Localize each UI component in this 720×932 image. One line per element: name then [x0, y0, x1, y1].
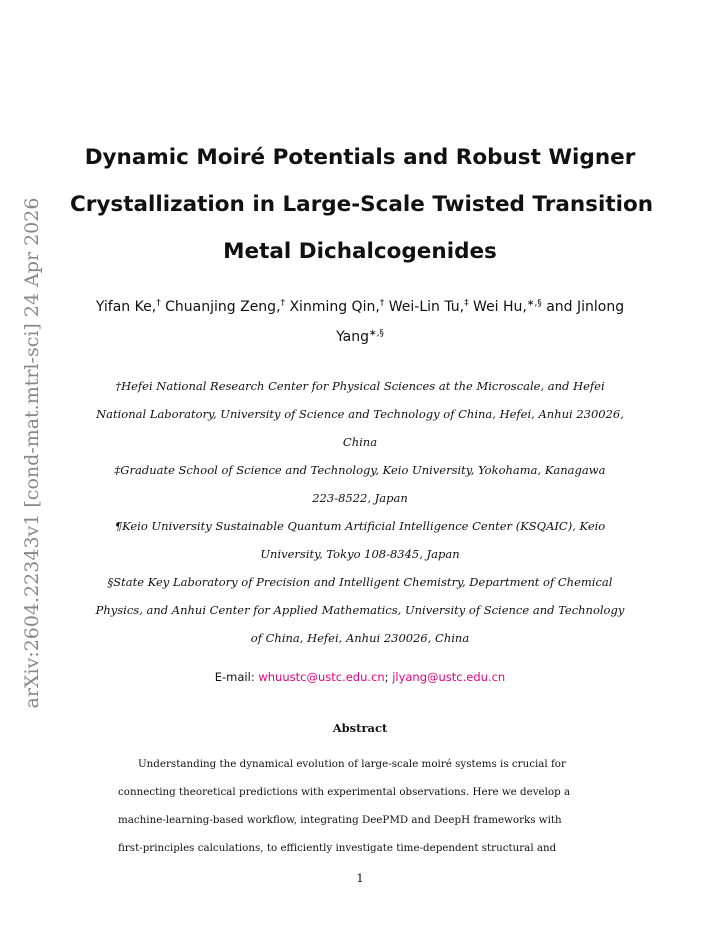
abstract-heading: Abstract [332, 721, 388, 735]
affiliation-line: Physics, and Anhui Center for Applied Mathematics, University of Science and Technology [95, 603, 625, 617]
author-name: Yang [336, 329, 370, 345]
title-line: Dynamic Moiré Potentials and Robust Wigner [84, 145, 636, 170]
affiliation-line: China [342, 435, 378, 449]
abstract-line: connecting theoretical predictions with experimental observations. Here we develop a [118, 786, 571, 798]
affiliation-line: ¶Keio University Sustainable Quantum Artificial Intelligence Center (KSQAIC), Keio [114, 519, 606, 533]
affiliation-line: †Hefei National Research Center for Physical Sciences at the Microscale, and Hefei [115, 379, 605, 393]
abstract-line: first-principles calculations, to efficiently investigate time-dependent structural and [118, 842, 557, 854]
abstract-line: Understanding the dynamical evolution of large-scale moiré systems is crucial for [138, 758, 566, 770]
author-list [60, 292, 660, 352]
author-name: Chuanjing Zeng, [160, 299, 281, 315]
author-line [60, 322, 660, 352]
contact-email [60, 670, 660, 684]
affiliation-line: National Laboratory, University of Science and Technology of China, Hefei, Anhui 230026, [96, 407, 624, 421]
affiliation-line: University, Tokyo 108-8345, Japan [260, 547, 460, 561]
author-line [60, 292, 660, 322]
affiliation-line: of China, Hefei, Anhui 230026, China [250, 631, 470, 645]
author-affil-mark: † [280, 298, 286, 309]
title-line: Metal Dichalcogenides [223, 239, 497, 264]
title-line: Crystallization in Large-Scale Twisted Transition [70, 192, 654, 217]
author-name: Wei Hu, [468, 299, 527, 315]
email-separator: ; [384, 670, 393, 684]
affiliations [70, 372, 650, 652]
arxiv-identifier: arXiv:2604.22343v1 [cond-mat.mtrl-sci] 24 Apr 2026 [21, 197, 43, 709]
email-link[interactable]: jlyang@ustc.edu.cn [392, 670, 506, 684]
author-affil-mark: † [379, 298, 385, 309]
author-affil-mark: ‡ [464, 298, 469, 309]
author-affil-mark: ∗,§ [526, 298, 542, 309]
affiliation-line: ‡Graduate School of Science and Technology, Keio University, Yokohama, Kanagawa [114, 463, 606, 477]
abstract-line: machine-learning-based workflow, integrating DeePMD and DeepH frameworks with [118, 814, 562, 826]
author-name: Wei-Lin Tu, [384, 299, 465, 315]
affiliation-line: §State Key Laboratory of Precision and Intelligent Chemistry, Department of Chemical [107, 575, 613, 589]
email-label: E-mail: [214, 670, 259, 684]
author-name: Xinming Qin, [285, 299, 380, 315]
author-affil-mark: † [156, 298, 161, 309]
author-name: Yifan Ke, [95, 299, 157, 315]
paper-title [70, 134, 654, 275]
email-link[interactable]: whuustc@ustc.edu.cn [258, 670, 385, 684]
abstract-body [118, 750, 602, 862]
author-affil-mark: ∗,§ [369, 328, 384, 339]
affiliation-line: 223-8522, Japan [312, 491, 408, 505]
author-name: and Jinlong [541, 299, 625, 315]
page-number: 1 [356, 871, 364, 885]
